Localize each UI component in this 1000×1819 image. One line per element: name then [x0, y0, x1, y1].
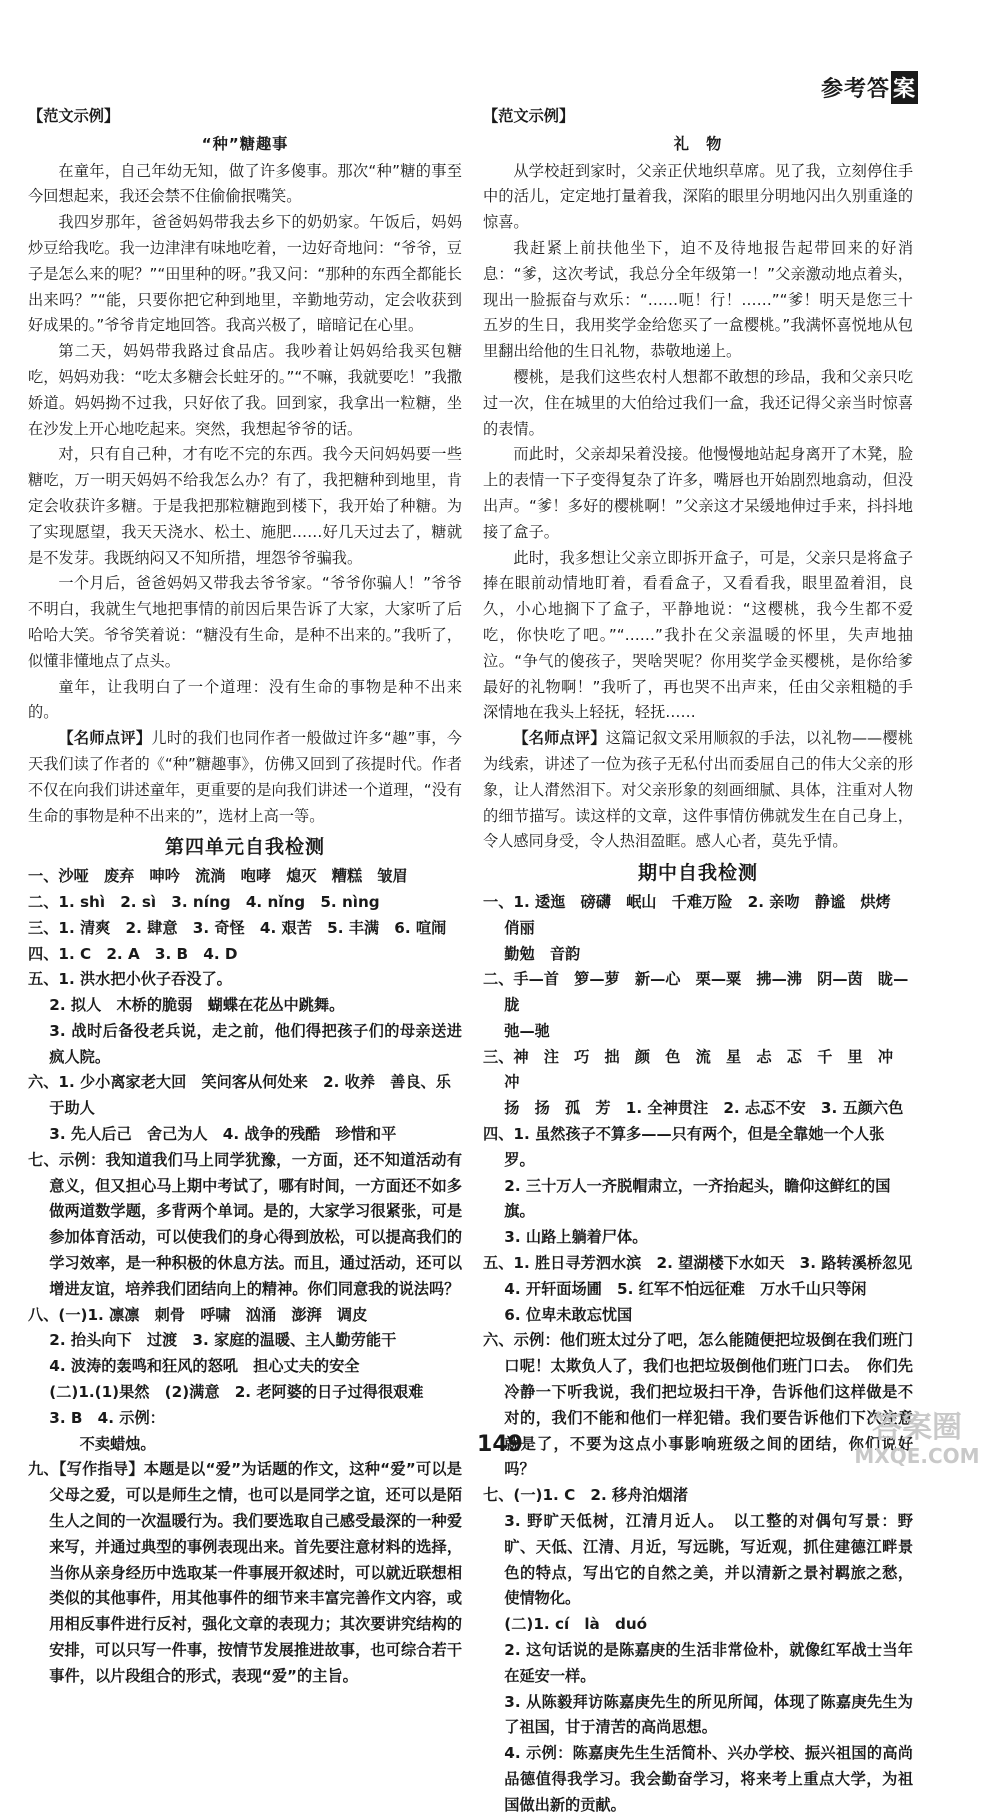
header-title-highlight: 案 — [891, 71, 918, 104]
answer-line: 2. 三十万人一齐脱帽肃立，一齐抬起头，瞻仰这鲜红的国旗。 — [504, 1176, 891, 1221]
answer-line: 3. 山路上躺着尸体。 — [504, 1228, 648, 1247]
teacher-comment — [28, 726, 462, 829]
answer-line: 扬 扬 孤 芳 1. 全神贯注 2. 忐忑不安 3. 五颜六色 — [504, 1099, 904, 1118]
answer-line: 三、神 注 巧 拙 颜 色 流 星 忐 忑 千 里 冲 冲 — [483, 1047, 909, 1092]
answer-line: 3. 野旷天低树，江清月近人。 以工整的对偶句写景：野旷、天低、江清、月近，写远眺，写近观，抓住建德江畔景色的特点，写出它的自然之美，并以清新之景衬羁旅之愁，使情物化。 — [504, 1512, 913, 1608]
essay-title: “种”糖趣事 — [201, 134, 289, 153]
essay-paragraph: 此时，我多想让父亲立即拆开盒子，可是，父亲只是将盒子捧在眼前动情地盯着，看看盒子，又看看我，眼里盈着泪，良久，小心地搁下了盒子，平静地说：“这樱桃，我今生都不爱吃，你快吃了吧。”“……”我扑在父亲温暖的怀里，失声地抽泣。“争气的傻孩子，哭啥哭呢？你用奖学金买樱桃，是你给爹最好的礼物啊！”我听了，再也哭不出声来，任由父亲粗糙的手深情地在我头上轻抚，轻抚…… — [483, 548, 913, 722]
answer-line: 弛—驰 — [504, 1021, 550, 1040]
answer-line: 4. 波涛的轰鸣和狂风的怒吼 担心丈夫的安全 — [49, 1357, 360, 1376]
watermark-logo — [842, 1399, 992, 1473]
answer-line: 二、手—首 箩—萝 新—心 栗—粟 拂—沸 阴—茵 眬—胧 — [483, 970, 909, 1015]
comment-text: 儿时的我们也同作者一般做过许多“趣”事，今天我们读了作者的《“种”糖趣事》，仿佛又回到了孩提时代。作者不仅在向我们讲述童年，更重要的是向我们讲述一个道理，“没有生命的事物是种不出来的”，选材上高一等。 — [28, 729, 462, 825]
page-number: 149 — [477, 1432, 523, 1457]
answer-line: 4. 示例：陈嘉庚先生生活简朴、兴办学校、振兴祖国的高尚品德值得我学习。我会勤奋学习，将来考上重点大学，为祖国做出新的贡献。 — [504, 1744, 913, 1814]
essay-tag: 【范文示例】 — [483, 107, 575, 125]
answer-line: 2. 抬头向下 过渡 3. 家庭的温暖、主人勤劳能干 — [49, 1331, 397, 1350]
answer-line: 三、1. 清爽 2. 肆意 3. 奇怪 4. 艰苦 5. 丰满 6. 喧闹 — [28, 918, 447, 937]
answer-line: 四、1. 虽然孩子不算多——只有两个，但是全靠她一个人张罗。 — [483, 1125, 885, 1169]
answer-line: 二、1. shì 2. sì 3. níng 4. nǐng 5. nìng — [28, 892, 380, 911]
unit-test-title: 第四单元自我检测 — [164, 836, 325, 859]
right-column — [483, 100, 913, 1819]
answer-line: 九、【写作指导】本题是以“爱”为话题的作文，这种“爱”可以是父母之爱，可以是师生之情，也可以是同学之谊，还可以是陌生人之间的一次温暖行为。我们要选取自己感受最深的一种爱来写，并通过典型的事例表现出来。首先要注意材料的选择，当你从亲身经历中选取某一件事展开叙述时，可以就近联想相类似的其他事件，用其他事件的细节来丰富完善作文内容，或用相反事件进行反衬，强化文章的表现力；其次要讲究结构的安排，可以只写一件事，按情节发展推进故事，也可综合若干事件，以片段组合的形式，表现“爱”的主旨。 — [28, 1460, 462, 1685]
answer-line: 八、(一)1. 凛凛 刺骨 呼啸 汹涌 澎湃 调皮 — [28, 1305, 368, 1324]
essay-title: 礼 物 — [673, 134, 723, 153]
page-header — [821, 70, 918, 104]
essay-paragraph: 一个月后，爸爸妈妈又带我去爷爷家。“爷爷你骗人！”爷爷不明白，我就生气地把事情的前因后果告诉了大家，大家听了后哈哈大笑。爷爷笑着说：“糖没有生命，是种不出来的。”我听了，似懂非懂地点了点头。 — [28, 574, 462, 670]
essay-paragraph: 在童年，自己年幼无知，做了许多傻事。那次“种”糖的事至今回想起来，我还会禁不住偷偷抿嘴笑。 — [28, 161, 462, 206]
essay-paragraph: 我赶紧上前扶他坐下，迫不及待地报告起带回来的好消息：“爹，这次考试，我总分全年级第一！”父亲激动地点着头，现出一脸振奋与欢乐：“……呃！行！……”“爹！明天是您三十五岁的生日，我用奖学金给您买了一盒樱桃。”我满怀喜悦地从包里翻出给他的生日礼物，恭敬地递上。 — [483, 238, 913, 361]
midterm-test-title: 期中自我检测 — [637, 862, 758, 885]
comment-label: 【名师点评】 — [513, 729, 606, 748]
essay-paragraph: 樱桃，是我们这些农村人想都不敢想的珍品，我和父亲只吃过一次，住在城里的大伯给过我们一盒，我还记得父亲当时惊喜的表情。 — [483, 367, 913, 438]
essay-paragraph: 从学校赶到家时，父亲正伏地织草席。见了我，立刻停住手中的活儿，定定地打量着我，深陷的眼里分明地闪出久别重逢的惊喜。 — [483, 161, 913, 232]
answer-line: 六、示例：他们班太过分了吧，怎么能随便把垃圾倒在我们班门口呢！太欺负人了，我们也把垃圾倒他们班门口去。 你们先冷静一下听我说，我们把垃圾扫干净，告诉他们这样做是不对的，我们不能和他们一样犯错。我们要告诉他们下次注意就是了，不要为这点小事影响班级之间的团结，你们说好吗？ — [483, 1331, 913, 1479]
answer-line: 2. 拟人 木桥的脆弱 蝴蝶在花丛中跳舞。 — [49, 996, 345, 1015]
answer-line: (二)1. cí là duó — [504, 1615, 648, 1634]
essay-paragraph: 第二天，妈妈带我路过食品店。我吵着让妈妈给我买包糖吃，妈妈劝我：“吃太多糖会长蛀牙的。”“不嘛，我就要吃！”我撒娇道。妈妈拗不过我，只好依了我。回到家，我拿出一粒糖，坐在沙发上开心地吃起来。突然，我想起爷爷的话。 — [28, 342, 462, 438]
essay-paragraph: 童年，让我明白了一个道理：没有生命的事物是种不出来的。 — [28, 677, 462, 722]
teacher-comment — [483, 726, 913, 855]
answer-line: 3. B 4. 示例： — [49, 1408, 165, 1427]
answer-line: 6. 位卑未敢忘忧国 — [504, 1305, 633, 1324]
watermark-url: MXQE.COM — [854, 1444, 980, 1468]
answer-line: 勤勉 音韵 — [504, 944, 581, 963]
answer-line: 3. 从陈毅拜访陈嘉庚先生的所见所闻，体现了陈嘉庚先生为了祖国，甘于清苦的高尚思想。 — [504, 1692, 913, 1737]
comment-label: 【名师点评】 — [58, 729, 152, 748]
answer-line: 七、(一)1. C 2. 移舟泊烟渚 — [483, 1486, 688, 1505]
comment-text: 这篇记叙文采用顺叙的手法，以礼物——樱桃为线索，讲述了一位为孩子无私付出而委屈自己的伟大父亲的形象，让人潸然泪下。对父亲形象的刻画细腻、具体，注重对人物的细节描写。读这样的文章，这件事情仿佛就发生在自己身上，令人感同身受，令人热泪盈眶。感人心者，莫先乎情。 — [483, 729, 914, 851]
answer-line: 4. 开轩面场圃 5. 红军不怕远征难 万水千山只等闲 — [504, 1279, 867, 1298]
answer-line: 一、沙哑 废弃 呻吟 流淌 咆哮 熄灭 糟糕 皱眉 — [28, 867, 408, 886]
answer-line: 五、1. 洪水把小伙子吞没了。 — [28, 970, 232, 989]
essay-paragraph: 而此时，父亲却呆着没接。他慢慢地站起身离开了木凳，脸上的表情一下子变得复杂了许多，嘴唇也开始剧烈地翕动，但没出声。“爹！多好的樱桃啊！”父亲这才呆缓地伸过手来，抖抖地接了盒子。 — [483, 445, 913, 541]
answer-line: 3. 先人后己 舍己为人 4. 战争的残酷 珍惜和平 — [49, 1125, 397, 1144]
answer-line: 五、1. 胜日寻芳泗水滨 2. 望湖楼下水如天 3. 路转溪桥忽见 — [483, 1254, 913, 1273]
answer-line: 四、1. C 2. A 3. B 4. D — [28, 944, 238, 963]
answer-line: (二)1.(1)果然 (2)满意 2. 老阿婆的日子过得很艰难 — [49, 1383, 424, 1402]
answer-line: 2. 这句话说的是陈嘉庚的生活非常俭朴，就像红军战士当年在延安一样。 — [504, 1641, 913, 1685]
essay-paragraph: 我四岁那年，爸爸妈妈带我去乡下的奶奶家。午饭后，妈妈炒豆给我吃。我一边津津有味地吃着，一边好奇地问：“爷爷，豆子是怎么来的呢？”“田里种的呀。”我又问：“那种的东西全都能长出来吗？”“能，只要你把它种到地里，辛勤地劳动，定会收获到好成果的。”爷爷肯定地回答。我高兴极了，暗暗记在心里。 — [28, 213, 462, 335]
answer-line: 七、示例：我知道我们马上同学犹豫，一方面，还不知道活动有意义，但又担心马上期中考试了，哪有时间，一方面还不如多做两道数学题，多背两个单词。是的，大家学习很紧张，可是参加体育活动，可以使我们的身心得到放松，可以提高我们的学习效率，是一种积极的休息方法。而且，通过活动，还可以增进友谊，培养我们团结向上的精神。你们同意我的说法吗？ — [28, 1150, 462, 1298]
essay-paragraph: 对，只有自己种，才有吃不完的东西。我今天问妈妈要一些糖吃，万一明天妈妈不给我怎么办？有了，我把糖种到地里，肯定会收获许多糖。于是我把那粒糖跑到楼下，我开始了种糖。为了实现愿望，我天天浇水、松土、施肥……好几天过去了，糖就是不发芽。我既纳闷又不知所措，埋怨爷爷骗我。 — [28, 445, 462, 567]
answer-line: 六、1. 少小离家老大回 笑问客从何处来 2. 收养 善良、乐于助人 — [28, 1073, 451, 1118]
answer-line: 3. 战时后备役老兵说，走之前，他们得把孩子们的母亲送进疯人院。 — [49, 1021, 462, 1066]
header-title: 参考答 — [820, 76, 890, 102]
answer-line: 一、1. 逶迤 磅礴 岷山 千难万险 2. 亲吻 静谧 烘烤 俏丽 — [483, 892, 906, 937]
answer-line: 不卖蜡烛。 — [79, 1434, 156, 1453]
essay-tag: 【范文示例】 — [28, 107, 120, 125]
watermark-text: 答案圈 — [872, 1410, 962, 1445]
